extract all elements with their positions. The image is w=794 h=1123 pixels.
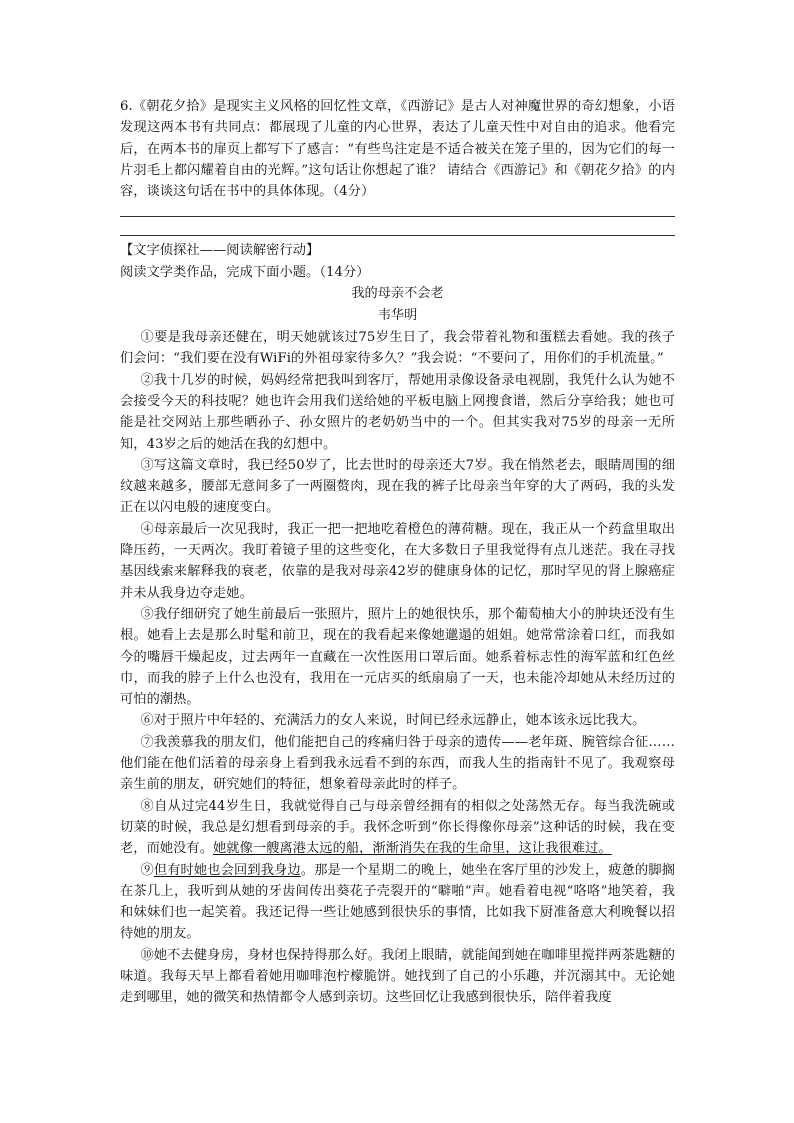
paragraph-4: ④母亲最后一次见我时，我正一把一把地吃着橙色的薄荷糖。现在，我正从一个药盒里取出降压药，一天两次。我盯着镜子里的这些变化，在大多数日子里我觉得有点儿迷茫。我在寻找基因线索来解释我的衰老，依靠的是我对母亲42岁的健康身体的记忆，那时罕见的肾上腺癌症并未从我身边夺走她。 bbox=[120, 521, 675, 601]
article-title: 我的母亲不会老 bbox=[351, 286, 444, 302]
paragraph-6: ⑥对于照片中年轻的、充满活力的女人来说，时间已经永远静止，她本该永远比我大。 bbox=[140, 713, 646, 729]
paragraph-8-underlined-sentence: 她就像一艘离港太远的船，渐渐消失在我的生命里，这让我很难过。 bbox=[213, 841, 612, 857]
paragraph-2: ②我十几岁的时候，妈妈经常把我叫到客厅，帮她用录像设备录电视剧，我凭什么认为她不会接受今天的科技呢？她也许会用我们送给她的平板电脑上网搜食谱，然后分享给我；她也可能是社交网站上那些晒孙子、孙女照片的老奶奶当中的一个。但其实我对75岁的母亲一无所知，43岁之后的她活在我的幻想中。 bbox=[120, 372, 675, 452]
paragraph-5: ⑤我仔细研究了她生前最后一张照片，照片上的她很快乐，那个葡萄柚大小的肿块还没有生根。她看上去是那么时髦和前卫，现在的我看起来像她邋遢的姐姐。她常常涂着口红，而我如今的嘴唇干燥起皮，过去两年一直藏在一次性医用口罩后面。她系着标志性的海军蓝和红色丝巾，而我的脖子上什么也没有，我用在一元店买的纸扇扇了一天，也未能冷却她从未经历过的可怕的潮热。 bbox=[120, 606, 675, 708]
answer-line-2[interactable] bbox=[120, 235, 675, 236]
section-instruction: 阅读文学类作品，完成下面小题。（14分） bbox=[120, 264, 370, 280]
paragraph-10: ⑩她不去健身房，身材也保持得那么好。我闭上眼睛，就能闻到她在咖啡里搅拌两茶匙糖的味道。我每天早上都看着她用咖啡泡柠檬脆饼。她找到了自己的小乐趣，并沉溺其中。无论她走到哪里，她的微笑和热情都令人感到亲切。这些回忆让我感到很快乐，陪伴着我度 bbox=[120, 947, 675, 1006]
paragraph-3: ③写这篇文章时，我已经50岁了，比去世时的母亲还大7岁。我在悄然老去，眼睛周围的细纹越来越多，腰部无意间多了一两圈赘肉，现在我的裤子比母亲当年穿的大了两码，我的头发正在以闪电般的速度变白。 bbox=[120, 457, 675, 516]
paragraph-8 bbox=[120, 796, 675, 860]
question-6-text: 6.《朝花夕拾》是现实主义风格的回忆性文章，《西游记》是古人对神魔世界的奇幻想象，小语发现这两本书有共同点：都展现了儿童的内心世界，表达了儿童天性中对自由的追求。他看完后，在两本书的扉页上都写下了感言：“有些鸟注定是不适合被关在笼子里的，因为它们的每一片羽毛上都闪耀着自由的光辉。”这句话让你想起了谁？ 请结合《西游记》和《朝花夕拾》的内容，谈谈这句话在书中的具体体现。（4分） bbox=[120, 99, 675, 200]
answer-line-1[interactable] bbox=[120, 216, 675, 217]
paragraph-8-text: ⑧自从过完44岁生日，我就觉得自己与母亲曾经拥有的相似之处荡然无存。每当我洗碗或切菜的时候，我总是幻想看到母亲的手。我怀念听到“你长得像你母亲”这种话的时候，我在变老，而她没有。 bbox=[120, 798, 675, 857]
section-header: 【文字侦探社——阅读解密行动】 bbox=[120, 243, 320, 259]
paragraph-9-number: ⑨ bbox=[140, 862, 154, 878]
article-author: 韦华明 bbox=[377, 308, 418, 324]
paragraph-9-text: 。那是一个星期二的晚上，她坐在客厅里的沙发上，疲惫的脚搁在茶几上，我听到从她的牙齿间传出葵花子壳裂开的“噼啪”声。她看着电视“咯咯”地笑着，我和妹妹们也一起笑着。我还记得一些让她感到很快乐的事情，比如我下厨准备意大利晚餐以招待她的朋友。 bbox=[120, 862, 675, 942]
paragraph-1: ①要是我母亲还健在，明天她就该过75岁生日了，我会带着礼物和蛋糕去看她。我的孩子们会问：“我们要在没有WiFi的外祖母家待多久？”我会说：“不要问了，用你们的手机流量。” bbox=[120, 330, 675, 367]
paragraph-9-underlined-sentence: 但有时她也会回到我身边 bbox=[153, 862, 301, 878]
document-page bbox=[120, 96, 675, 1009]
paragraph-9 bbox=[120, 860, 675, 945]
paragraph-7: ⑦我羡慕我的朋友们，他们能把自己的疼痛归咎于母亲的遗传——老年斑、腕管综合征……他们能在他们活着的母亲身上看到我永远看不到的东西，而我人生的指南针不见了。我观察母亲生前的朋友，研究她们的特征，想象着母亲此时的样子。 bbox=[120, 734, 675, 793]
